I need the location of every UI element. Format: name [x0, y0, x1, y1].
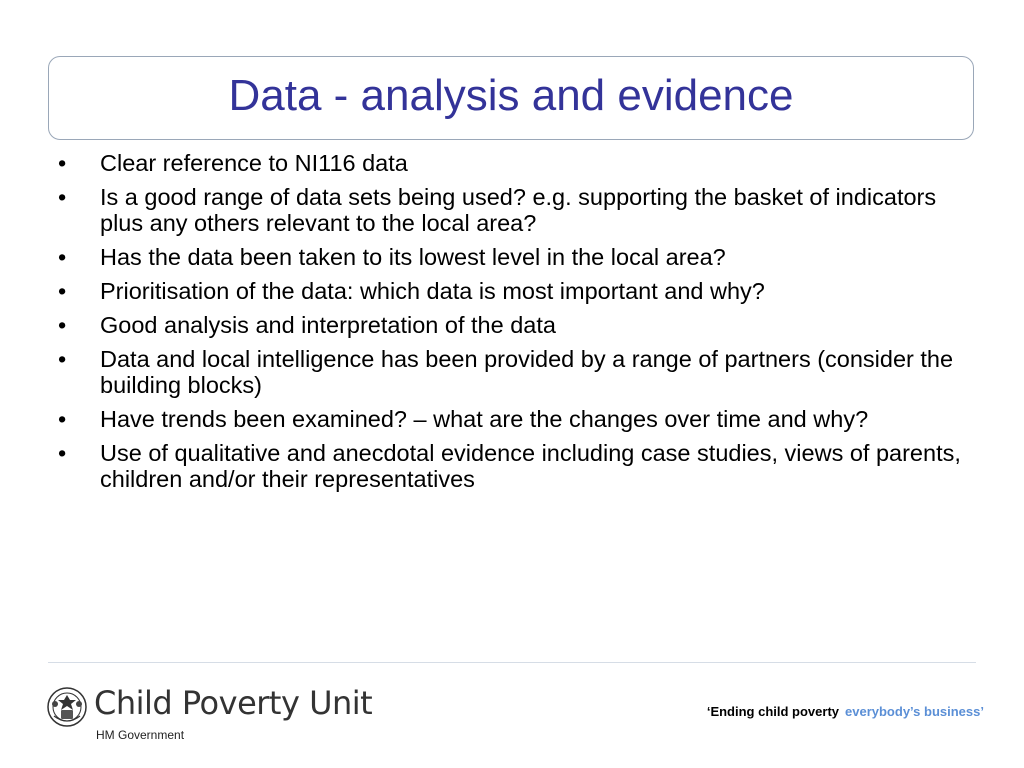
bullet-text: Clear reference to NI116 data [100, 150, 408, 176]
bullet-item [56, 150, 976, 176]
bullet-item [56, 312, 976, 338]
bullet-marker: • [58, 346, 67, 372]
bullet-text: Is a good range of data sets being used? e.g. supporting the basket of indicators plus any others relevant to the local area? [100, 184, 937, 236]
bullet-marker: • [58, 184, 67, 210]
bullet-text: Use of qualitative and anecdotal evidence including case studies, views of parents, children and/or their representatives [100, 440, 961, 492]
bullet-marker: • [58, 440, 67, 466]
bullet-item [56, 278, 976, 304]
bullet-marker: • [58, 406, 67, 432]
bullet-item [56, 440, 976, 492]
bullet-list [56, 150, 976, 500]
footer-divider [48, 662, 976, 663]
child-poverty-unit-logo [46, 686, 386, 746]
bullet-marker: • [58, 244, 67, 270]
royal-crest-icon [46, 686, 88, 728]
bullet-marker: • [58, 278, 67, 304]
title-box [48, 56, 974, 140]
government-name: HM Government [96, 728, 185, 742]
bullet-text: Has the data been taken to its lowest level in the local area? [100, 244, 726, 270]
bullet-text: Good analysis and interpretation of the data [100, 312, 556, 338]
tagline-accent: everybody’s business’ [845, 704, 984, 719]
bullet-item [56, 244, 976, 270]
unit-name: Child Poverty Unit [94, 684, 373, 722]
bullet-marker: • [58, 150, 67, 176]
bullet-text: Have trends been examined? – what are the changes over time and why? [100, 406, 869, 432]
footer-tagline [707, 704, 984, 719]
bullet-item [56, 406, 976, 432]
tagline-main: ‘Ending child poverty [706, 704, 840, 719]
bullet-item [56, 184, 976, 236]
slide-title: Data - analysis and evidence [228, 71, 794, 120]
bullet-item [56, 346, 976, 398]
bullet-marker: • [58, 312, 67, 338]
bullet-text: Prioritisation of the data: which data is most important and why? [100, 278, 765, 304]
bullet-text: Data and local intelligence has been provided by a range of partners (consider the building blocks) [100, 346, 954, 398]
